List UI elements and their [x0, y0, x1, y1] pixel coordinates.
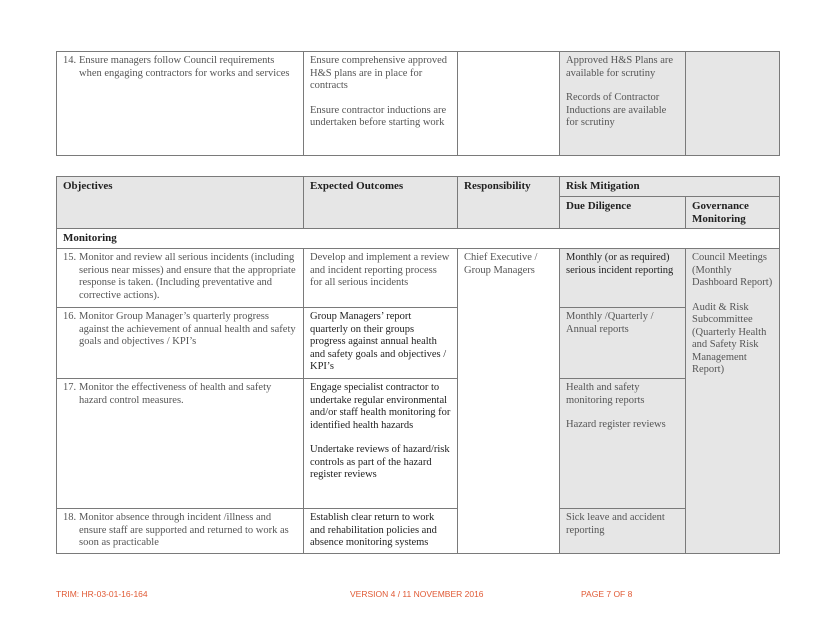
due-diligence-cell: Monthly (or as required) serious incident reporting — [560, 249, 686, 308]
objective-text: Monitor absence through incident /illness and ensure staff are supported and returned to work as soon as practicable — [79, 512, 289, 548]
objective-number: 16. — [63, 311, 77, 322]
outcome-cell: Establish clear return to work and rehabilitation policies and absence monitoring systems — [304, 509, 458, 554]
due-diligence-cell — [560, 52, 686, 156]
outcome-text: Undertake reviews of hazard/risk controls as part of the hazard register reviews — [310, 444, 450, 480]
objective-number: 14. — [63, 55, 77, 66]
due-diligence-text: Health and safety monitoring reports — [566, 382, 645, 406]
monitoring-table — [56, 176, 780, 554]
objective-cell — [57, 249, 304, 308]
table-row — [57, 379, 780, 509]
objective-number: 15. — [63, 252, 77, 263]
objective-cell — [57, 308, 304, 379]
objective-cell — [57, 379, 304, 509]
outcome-text: Engage specialist contractor to undertake regular environmental and/or staff health monitoring for identified health hazards — [310, 382, 451, 431]
due-diligence-cell — [560, 379, 686, 509]
objective-number: 18. — [63, 512, 77, 523]
outcome-cell — [304, 52, 458, 156]
governance-text: Audit & Risk Subcommittee (Quarterly Health and Safety Risk Management Report) — [692, 301, 767, 375]
table-row — [57, 52, 780, 156]
header-expected-outcomes: Expected Outcomes — [304, 177, 458, 229]
objective-text: Monitor the effectiveness of health and safety hazard control measures. — [79, 382, 272, 406]
outcome-cell — [304, 379, 458, 509]
outcome-cell: Group Managers’ report quarterly on their groups progress against annual health and safety goals and objectives / KPI’s — [304, 308, 458, 379]
due-diligence-text: Approved H&S Plans are available for scrutiny — [566, 55, 674, 79]
due-diligence-text: Records of Contractor Inductions are available for scrutiny — [566, 92, 667, 128]
responsibility-cell — [458, 52, 560, 156]
due-diligence-text: Hazard register reviews — [566, 419, 666, 430]
header-due-diligence: Due Diligence — [560, 197, 686, 229]
due-diligence-cell: Sick leave and accident reporting — [560, 509, 686, 554]
section-title: Monitoring — [57, 229, 780, 249]
footer-trim: TRIM: HR-03-01-16-164 — [56, 589, 148, 599]
header-risk-mitigation: Risk Mitigation — [560, 177, 780, 197]
header-governance-monitoring: Governance Monitoring — [686, 197, 780, 229]
governance-text: Council Meetings (Monthly Dashboard Report) — [692, 252, 773, 288]
table-row — [57, 509, 780, 554]
table-row — [57, 249, 780, 308]
footer-page-number: PAGE 7 OF 8 — [581, 589, 633, 599]
objective-text: Ensure managers follow Council requirements when engaging contractors for works and services — [79, 55, 290, 79]
footer-version: VERSION 4 / 11 NOVEMBER 2016 — [350, 589, 484, 599]
outcome-cell: Develop and implement a review and incident reporting process for all serious incidents — [304, 249, 458, 308]
governance-cell — [686, 52, 780, 156]
objective-cell — [57, 509, 304, 554]
outcome-text: Ensure comprehensive approved H&S plans are in place for contracts — [310, 55, 448, 91]
objective-text: Monitor and review all serious incidents (including serious near misses) and ensure that the appropriate response is taken. (Including preventative and corrective actions). — [79, 252, 296, 301]
section-row — [57, 229, 780, 249]
header-row — [57, 177, 780, 197]
table-row — [57, 308, 780, 379]
objective-cell — [57, 52, 304, 156]
objective-number: 17. — [63, 382, 77, 393]
responsibility-cell: Chief Executive / Group Managers — [458, 249, 560, 554]
governance-cell — [686, 249, 780, 554]
header-responsibility: Responsibility — [458, 177, 560, 229]
objective-14-table — [56, 51, 780, 156]
outcome-text: Ensure contractor inductions are undertaken before starting work — [310, 104, 447, 128]
due-diligence-cell: Monthly /Quarterly / Annual reports — [560, 308, 686, 379]
objective-text: Monitor Group Manager’s quarterly progress against the achievement of annual health and safety goals and objectives / KPI’s — [79, 311, 296, 347]
header-objectives: Objectives — [57, 177, 304, 229]
